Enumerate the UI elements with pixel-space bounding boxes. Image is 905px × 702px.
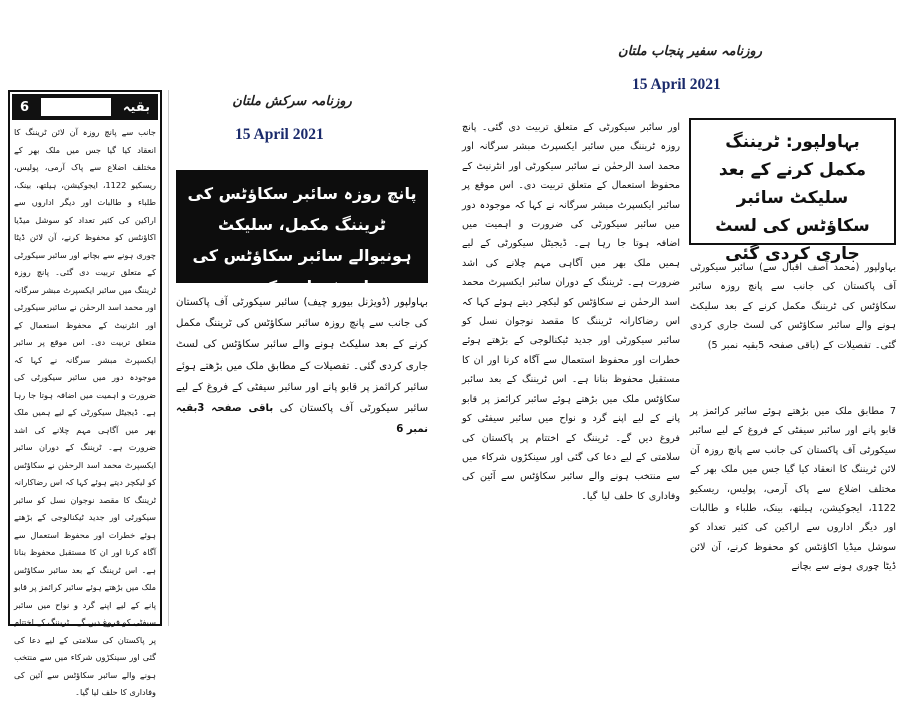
baqia-text: جانب سے پانچ روزہ آن لائن ٹریننگ کا انعقاد کیا گیا جس میں ملک بھر کے مختلف اضلاع سے پاک آرمی، پولیس، ریسکیو 1122، ایجوکیشن، ہیلتھ، بینک، طلباء و طالبات اور دیگر اداروں سے اراکین کی کثیر تعداد کو سوشل میڈیا اکاؤنٹس کو محفوظ کرنے، آن لائن ڈیٹا چوری ہونے سے بچانے اور سائبر سیکورٹی کے متعلق تربیت دی گئی۔ پانچ روزہ ٹریننگ میں سائبر ایکسپرٹ مبشر سرگانہ اور محمد اسد الرحمٰن نے سائبر سیکورٹی اور انٹرنیٹ کے محفوظ استعمال کے متعلق تربیت دی۔ اس موقع پر سائبر ایکسپرٹ مبشر سرگانہ نے کہا کہ موجودہ دور میں سائبر سیکورٹی کی ضرورت و اہمیت میں اضافہ ہوتا جا رہا ہے۔ ڈیجیٹل سیکورٹی کے لیے ہمیں ملک بھر میں آگاہی مہم چلانے کی اشد ضرورت ہے۔ ٹریننگ کے دوران سائبر ایکسپرٹ محمد اسد الرحمٰن نے سکاؤٹس کو لیکچر دیتے ہوئے کہا کہ اس رضاکارانہ ٹریننگ کا مقصد نوجوان نسل کو سائبر سیکورٹی اور جدید ٹیکنالوجی کے بڑھتے ہوئے خطرات اور محفوظ استعمال سے آگاہ کرنا اور ان کا مستقبل محفوظ بنانا ہے۔ اس ٹریننگ کے بعد سائبر سکاؤٹس ملک میں بڑھتے ہوئے سائبر کرائمز پر قابو پانے کے لیے اپنے گرد و نواح میں سائبر سیفٹی کو فروغ دیں گے۔ ٹریننگ کے اختتام پر پاکستان کی سلامتی کے لیے دعا کی گئی اور سینکڑوں شرکاء میں سے منتخب ہونے والے سائبر سکاؤٹس سے آئین کی وفاداری کا حلف لیا گیا۔ <box>14 127 156 697</box>
column-rule <box>168 90 169 626</box>
left-headline-box <box>176 170 428 296</box>
baqia-blank <box>41 98 111 116</box>
right-headline-box <box>689 118 896 264</box>
right-paper-name: روزنامہ سفیر پنجاب ملتان <box>618 44 762 59</box>
left-body <box>176 292 428 482</box>
right-middle-column: اور سائبر سیکورٹی کے متعلق تربیت دی گئی۔ پانچ روزہ ٹریننگ میں سائبر ایکسپرٹ مبشر سرگانہ اور محمد اسد الرحمٰن نے سائبر سیکورٹی اور انٹرنیٹ کے محفوظ استعمال کے متعلق تربیت دی۔ اس موقع پر سائبر ایکسپرٹ مبشر سرگانہ نے کہا کہ موجودہ دور میں سائبر سیکورٹی کی ضرورت و اہمیت میں اضافہ ہوتا جا رہا ہے۔ ڈیجیٹل سیکورٹی کے لیے ہمیں ملک بھر میں آگاہی مہم چلانے کی اشد ضرورت ہے۔ ٹریننگ کے دوران سائبر ایکسپرٹ محمد اسد الرحمٰن نے سکاؤٹس کو لیکچر دیتے ہوئے کہا کہ اس رضاکارانہ ٹریننگ کا مقصد نوجوان نسل کو سائبر سیکورٹی اور جدید ٹیکنالوجی کے بڑھتے ہوئے خطرات اور محفوظ استعمال سے آگاہ کرنا اور ان کا مستقبل محفوظ بنانا ہے۔ اس ٹریننگ کے بعد سائبر سکاؤٹس ملک میں بڑھتے ہوئے سائبر کرائمز پر قابو پانے کے لیے اپنے گرد و نواح میں سائبر سیفٹی کو فروغ دیں گے۔ ٹریننگ کے اختتام پر پاکستان کی سلامتی کے لیے دعا کی گئی اور سینکڑوں شرکاء میں سے منتخب ہونے والے سائبر سکاؤٹس سے آئین کی وفاداری کا حلف لیا گیا۔ <box>462 122 680 502</box>
right-continuation: 7 مطابق ملک میں بڑھتے ہوئے سائبر کرائمز پر قابو پانے اور سائبر سیفٹی کے فروغ کے لیے سائبر سیکورٹی آف پاکستان کی جانب سے پانچ روزہ آن لائن ٹریننگ کا انعقاد کیا گیا جس میں ملک بھر کے مختلف اضلاع سے پاک آرمی، پولیس، ریسکیو 1122، ایجوکیشن، ہیلتھ، بینک، طلباء و طالبات اور دیگر اداروں سے اراکین کی کثیر تعداد کو سوشل میڈیا اکاؤنٹس کو محفوظ کرنے، آن لائن ڈیٹا چوری ہونے سے بچانے <box>690 406 896 573</box>
baqia-number: 6 <box>20 99 30 115</box>
baqia-header <box>12 94 158 120</box>
baqia-label: بقیہ <box>122 99 150 115</box>
left-headline: پانچ روزہ سائبر سکاؤٹس کی ٹریننگ مکمل، سلیکٹ ہونیوالے سائبر سکاؤٹس کی لسٹ جاری کردی <box>187 184 417 296</box>
left-clip-date: 15 April 2021 <box>235 126 324 143</box>
left-paper-name: روزنامہ سرکش ملتان <box>232 94 352 109</box>
right-clip-date: 15 April 2021 <box>632 76 721 93</box>
right-body: بہاولپور (محمد آصف اقبال سے) سائبر سیکورٹی آف پاکستان کی جانب سے پانچ روزہ سائبر سکاؤٹس کی ٹریننگ مکمل کرنے کے بعد سلیکٹ ہونے والے سائبر سکاؤٹس کی لسٹ جاری کردی گئی۔ تفصیلات کے (باقی صفحہ 5بقیہ نمبر 5) <box>690 262 896 351</box>
left-body-ref: باقی صفحہ 3بقیہ نمبر 6 <box>176 403 428 436</box>
left-body-text: بہاولپور (ڈویژنل بیورو چیف) سائبر سیکورٹی آف پاکستان کی جانب سے پانچ روزہ سائبر سکاؤٹس کی ٹریننگ مکمل کرنے کے بعد سلیکٹ ہونے والے سائبر سکاؤٹس کی لسٹ جاری کردی گئی۔ تفصیلات کے مطابق ملک میں بڑھتے ہوئے سائبر کرائمز پر قابو پانے اور سائبر سیفٹی کے فروغ کے لیے سائبر سیکورٹی آف پاکستان کی <box>176 297 428 415</box>
right-headline: بہاولپور: ٹریننگ مکمل کرنے کے بعد سلیکٹ سائبر سکاؤٹس کی لسٹ جاری کردی گئی <box>715 132 870 264</box>
